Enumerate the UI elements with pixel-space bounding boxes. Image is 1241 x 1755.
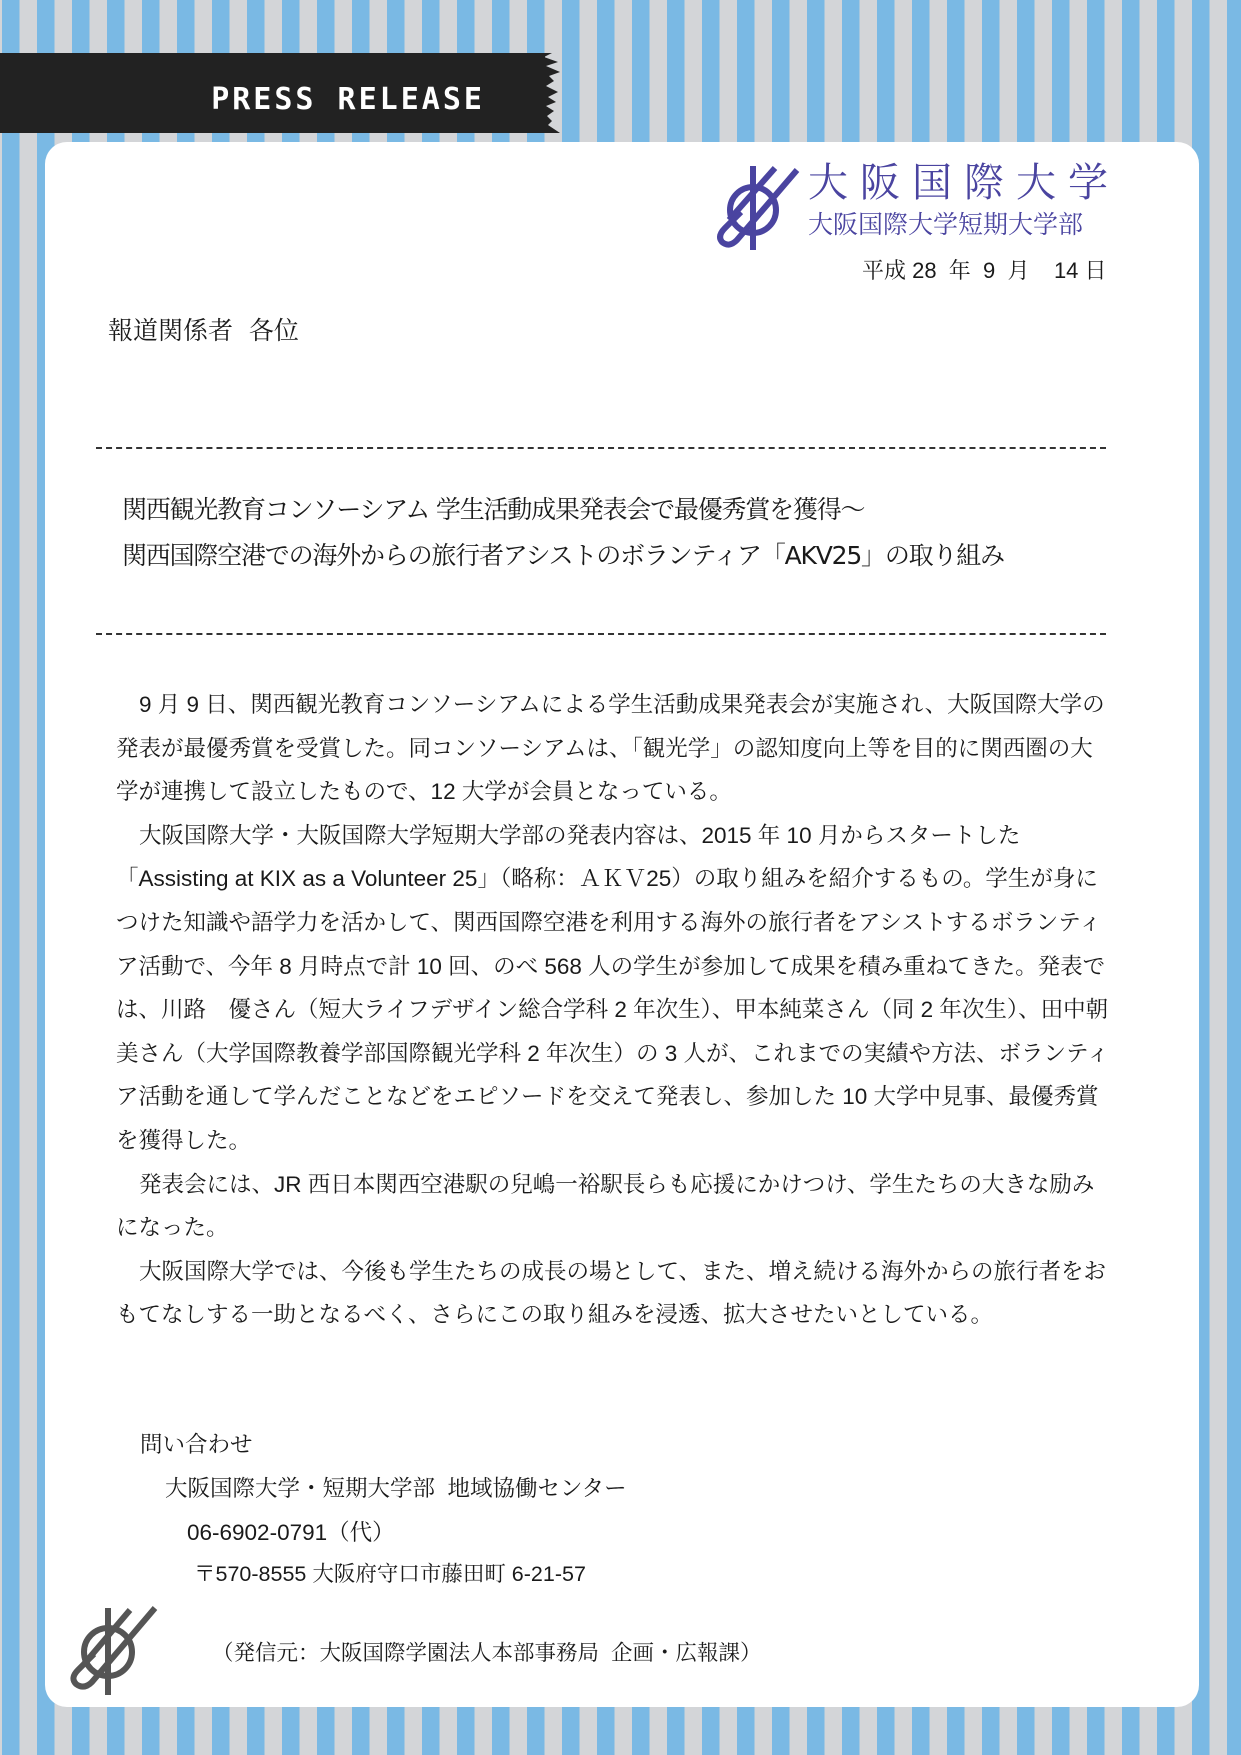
body-text [116, 683, 1112, 1337]
banner-torn-edge [540, 53, 564, 133]
divider-bottom [96, 633, 1106, 635]
contact-address: 〒570-8555 大阪府守口市藤田町 6-21-57 [194, 1562, 586, 1586]
headline-line-2: 関西国際空港での海外からの旅行者アシストのボランティア「AKV25」の取り組み [122, 541, 1004, 570]
paragraph: 大阪国際大学では、今後も学生たちの成長の場として、また、増え続ける海外からの旅行者をおもてなしする一助となるべく、さらにこの取り組みを浸透、拡大させたいとしている。 [116, 1258, 1107, 1328]
addressee: 報道関係者 各位 [108, 316, 299, 345]
divider-top [96, 447, 1106, 449]
release-date: 平成 28 年 9 月 14 日 [862, 258, 1107, 283]
osaka-kokusai-logo-gray-icon [60, 1600, 170, 1695]
college-name: 大阪国際大学短期大学部 [808, 210, 1084, 239]
university-name: 大阪国際大学 [808, 160, 1120, 206]
paragraph: 発表会には、JR 西日本関西空港駅の兒嶋一裕駅長らも応援にかけつけ、学生たちの大きな励みになった。 [116, 1171, 1095, 1241]
contact-phone[interactable]: 06-6902-0791（代） [187, 1520, 395, 1545]
osaka-kokusai-logo-icon [715, 160, 810, 250]
paragraph: 9 月 9 日、関西観光教育コンソーシアムによる学生活動成果発表会が実施され、大阪国際大学の発表が最優秀賞を受賞した。同コンソーシアムは、「観光学」の認知度向上等を目的に関西圏の大学が連携して設立したもので、12 大学が会員となっている。 [116, 692, 1105, 805]
headline-line-1: 関西観光教育コンソーシアム 学生活動成果発表会で最優秀賞を獲得～ [122, 495, 865, 524]
contact-heading: 問い合わせ [140, 1432, 253, 1457]
issuer-note: （発信元：大阪国際学園法人本部事務局 企画・広報課） [212, 1641, 762, 1665]
contact-organization: 大阪国際大学・短期大学部 地域協働センター [165, 1476, 627, 1501]
banner-label: PRESS RELEASE [211, 82, 485, 117]
press-release-banner [0, 53, 545, 133]
paragraph: 大阪国際大学・大阪国際大学短期大学部の発表内容は、2015 年 10 月からスタートした「Assisting at KIX as a Volunteer 25」（略称：ＡＫＶ25）の取り組みを紹介するもの。学生が身につけた知識や語学力を活かして、関西国際空港を利用する海外の旅行者をアシストするボランティア活動で、今年 8 月時点で計 10 回、のべ 568 人の学生が参加して成果を積み重ねてきた。発表では、川路 優さん（短大ライフデザイン総合学科 2 年次生）、甲本純菜さん（同 2 年次生）、田中朝美さん（大学国際教養学部国際観光学科 2 年次生）の 3 人が、これまでの実績や方法、ボランティア活動を通して学んだことなどをエピソードを交えて発表し、参加した 10 大学中見事、最優秀賞を獲得した。 [116, 822, 1110, 1153]
